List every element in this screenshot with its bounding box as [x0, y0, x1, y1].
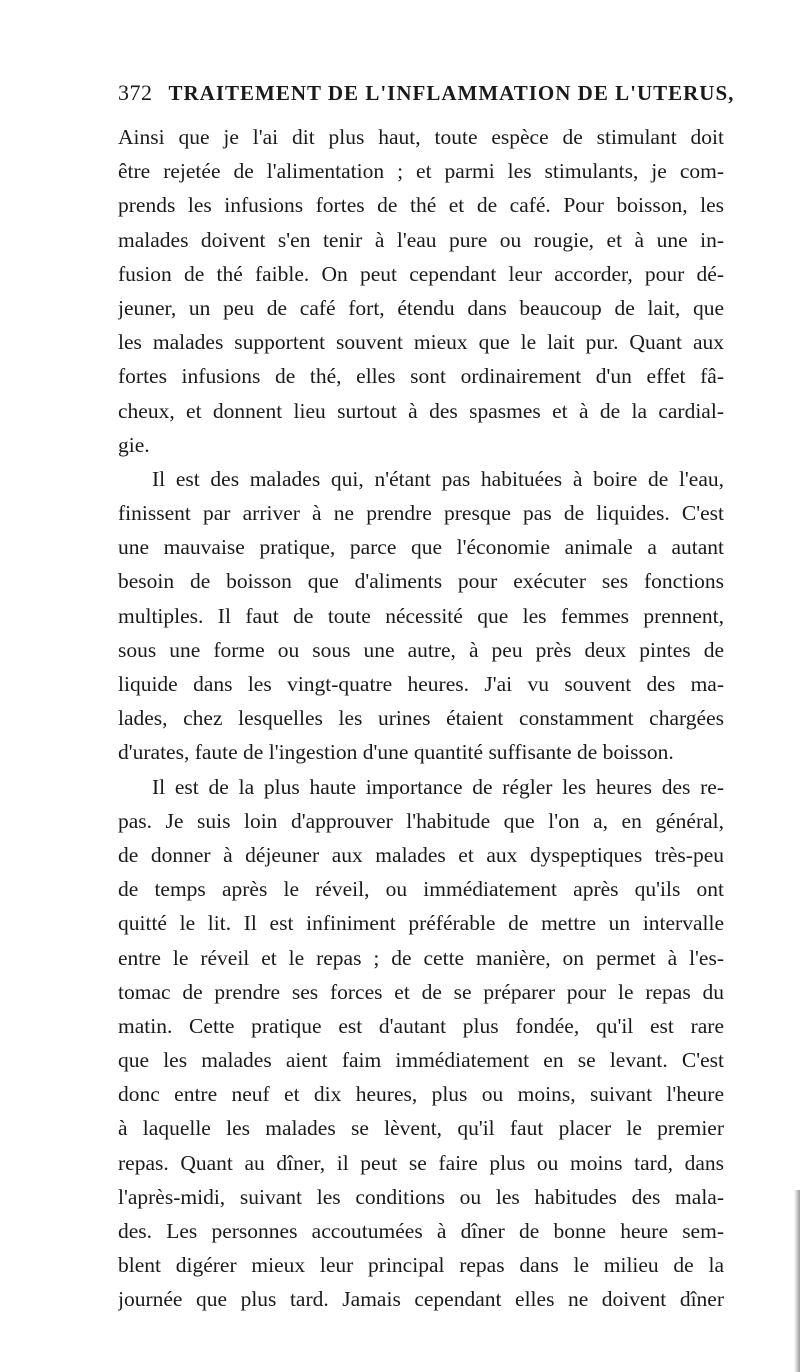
text-line: pas. Je suis loin d'approuver l'habitude que l'on a, en général,: [118, 808, 724, 833]
text-line: liquide dans les vingt-quatre heures. J'ai vu souvent des ma-: [118, 672, 724, 696]
text-line: les malades supportent souvent mieux que le lait pur. Quant aux: [118, 330, 724, 355]
running-header: [118, 80, 735, 106]
text-line: Ainsi que je l'ai dit plus haut, toute espèce de stimulant doit: [118, 125, 724, 149]
text-line: à laquelle les malades se lèvent, qu'il faut placer le premier: [118, 1116, 724, 1141]
page-number: 372: [118, 80, 153, 105]
paragraph: [118, 462, 724, 770]
text-line: prends les infusions fortes de thé et de café. Pour boisson, les: [118, 193, 724, 218]
text-line: fusion de thé faible. On peut cependant leur accorder, pour dé-: [118, 261, 724, 286]
text-line: entre le réveil et le repas ; de cette manière, on permet à l'es-: [118, 945, 724, 970]
text-line: une mauvaise pratique, parce que l'économie animale a autant: [118, 535, 724, 560]
text-line: que les malades aient faim immédiatement en se levant. C'est: [118, 1048, 724, 1073]
text-line: blent digérer mieux leur principal repas dans le milieu de la: [118, 1253, 724, 1278]
text-line: finissent par arriver à ne prendre presque pas de liquides. C'est: [118, 501, 724, 526]
text-line: matin. Cette pratique est d'autant plus fondée, qu'il est rare: [118, 1013, 724, 1038]
text-line: cheux, et donnent lieu surtout à des spasmes et à de la cardial-: [118, 398, 724, 423]
text-line: lades, chez lesquelles les urines étaient constamment chargées: [118, 706, 724, 731]
text-line: sous une forme ou sous une autre, à peu près deux pintes de: [118, 637, 724, 662]
text-line: tomac de prendre ses forces et de se préparer pour le repas du: [118, 979, 724, 1004]
text-line: journée que plus tard. Jamais cependant elles ne doivent dîner: [118, 1287, 724, 1312]
text-line: gie.: [118, 432, 150, 457]
text-line: quitté le lit. Il est infiniment préférable de mettre un intervalle: [118, 911, 724, 936]
text-line: repas. Quant au dîner, il peut se faire plus ou moins tard, dans: [118, 1150, 724, 1175]
text-line: donc entre neuf et dix heures, plus ou moins, suivant l'heure: [118, 1082, 724, 1107]
text-line: Il est de la plus haute importance de régler les heures des re-: [152, 774, 724, 799]
text-line: jeuner, un peu de café fort, étendu dans beaucoup de lait, que: [118, 295, 724, 320]
body-text: [118, 120, 724, 1317]
paragraph: [118, 120, 724, 462]
text-line: être rejetée de l'alimentation ; et parmi les stimulants, je com-: [118, 159, 724, 184]
text-line: besoin de boisson que d'aliments pour exécuter ses fonctions: [118, 569, 724, 594]
text-line: fortes infusions de thé, elles sont ordinairement d'un effet fâ-: [118, 364, 724, 389]
text-line: d'urates, faute de l'ingestion d'une quantité suffisante de boisson.: [118, 740, 674, 765]
text-line: de donner à déjeuner aux malades et aux dyspeptiques très-peu: [118, 842, 724, 867]
text-line: malades doivent s'en tenir à l'eau pure ou rougie, et à une in-: [118, 227, 724, 252]
running-title: TRAITEMENT DE L'INFLAMMATION DE L'UTERUS,: [168, 81, 735, 105]
text-line: l'après-midi, suivant les conditions ou les habitudes des mala-: [118, 1184, 724, 1209]
text-line: Il est des malades qui, n'étant pas habituées à boire de l'eau,: [152, 466, 724, 491]
text-line: de temps après le réveil, ou immédiatement après qu'ils ont: [118, 877, 724, 902]
text-line: des. Les personnes accoutumées à dîner de bonne heure sem-: [118, 1219, 724, 1243]
text-line: multiples. Il faut de toute nécessité que les femmes prennent,: [118, 603, 724, 628]
page-edge-shadow: [794, 1190, 800, 1372]
paragraph: [118, 770, 724, 1317]
